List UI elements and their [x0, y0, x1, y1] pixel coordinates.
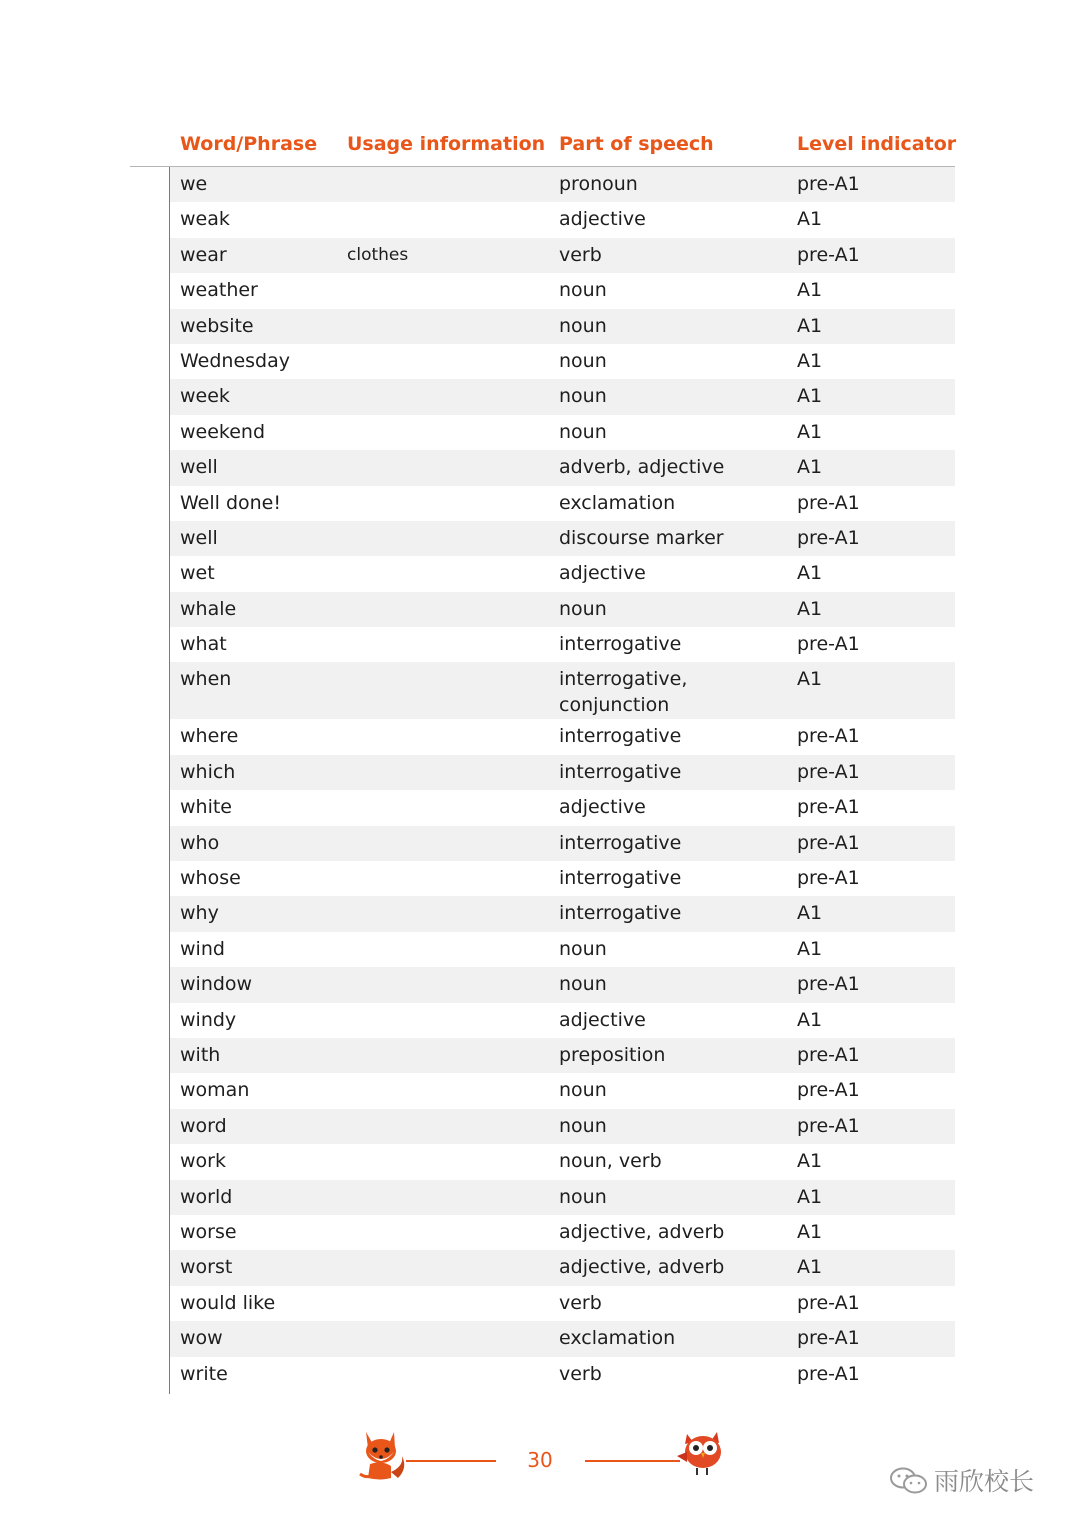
word-cell: what — [180, 633, 227, 656]
part-of-speech-cell: verb — [559, 1362, 602, 1385]
word-cell: wear — [180, 243, 227, 266]
table-row — [170, 790, 955, 825]
part-of-speech-cell: interrogative — [559, 633, 682, 656]
part-of-speech-cell: interrogative — [559, 831, 682, 854]
table-row — [170, 521, 955, 556]
word-cell: we — [180, 173, 208, 195]
word-cell: worst — [180, 1256, 233, 1279]
table-row — [170, 1073, 955, 1108]
word-cell: wet — [180, 562, 215, 585]
vocabulary-table — [170, 167, 955, 1392]
level-cell: pre-A1 — [797, 526, 860, 549]
level-cell: pre-A1 — [797, 973, 860, 996]
table-row — [170, 826, 955, 861]
level-cell: pre-A1 — [797, 633, 860, 656]
level-cell: pre-A1 — [797, 243, 860, 266]
level-cell: A1 — [797, 668, 823, 691]
word-cell: windy — [180, 1008, 237, 1031]
part-of-speech-cell: noun — [559, 1079, 607, 1102]
table-row — [170, 167, 955, 202]
table-row — [170, 309, 955, 344]
word-cell: well — [180, 456, 218, 479]
level-cell: A1 — [797, 314, 823, 337]
level-cell: pre-A1 — [797, 831, 860, 854]
level-cell: pre-A1 — [797, 491, 860, 514]
part-of-speech-cell: preposition — [559, 1043, 666, 1066]
owl-icon — [673, 1428, 729, 1478]
table-row — [170, 273, 955, 308]
table-row — [170, 379, 955, 414]
table-row — [170, 932, 955, 967]
part-of-speech-cell: noun, verb — [559, 1150, 662, 1173]
header-usage-information: Usage information — [347, 133, 546, 155]
table-row — [170, 238, 955, 273]
level-cell: pre-A1 — [797, 1291, 860, 1314]
level-cell: A1 — [797, 420, 823, 443]
word-cell: whose — [180, 867, 241, 890]
part-of-speech-cell: noun — [559, 314, 607, 337]
level-cell: A1 — [797, 349, 823, 372]
part-of-speech-cell: noun — [559, 973, 607, 996]
table-row — [170, 1250, 955, 1285]
level-cell: pre-A1 — [797, 1327, 860, 1350]
table-row — [170, 719, 955, 754]
table-row — [170, 627, 955, 662]
part-of-speech-cell: exclamation — [559, 491, 676, 514]
part-of-speech-cell: adjective — [559, 796, 646, 819]
word-cell: weekend — [180, 420, 266, 443]
part-of-speech-cell: discourse marker — [559, 526, 724, 549]
level-cell: pre-A1 — [797, 1114, 860, 1137]
part-of-speech-cell: adjective — [559, 1008, 646, 1031]
table-row — [170, 755, 955, 790]
table-row — [170, 592, 955, 627]
word-cell: where — [180, 725, 239, 748]
level-cell: pre-A1 — [797, 173, 860, 195]
part-of-speech-cell: noun — [559, 597, 607, 620]
footer-rule-left — [406, 1460, 496, 1462]
header-part-of-speech: Part of speech — [559, 133, 714, 155]
level-cell: A1 — [797, 385, 823, 408]
part-of-speech-cell: verb — [559, 1291, 602, 1314]
level-cell: pre-A1 — [797, 1043, 860, 1066]
level-cell: A1 — [797, 902, 823, 925]
word-cell: Wednesday — [180, 349, 291, 372]
table-row — [170, 662, 955, 719]
part-of-speech-cell: interrogative — [559, 760, 682, 783]
fox-icon — [358, 1428, 408, 1482]
part-of-speech-cell: interrogative — [559, 725, 682, 748]
table-row — [170, 1286, 955, 1321]
header-word-phrase: Word/Phrase — [180, 133, 318, 155]
level-cell: pre-A1 — [797, 1079, 860, 1102]
level-cell: A1 — [797, 562, 823, 585]
word-cell: word — [180, 1114, 227, 1137]
table-row — [170, 450, 955, 485]
table-row — [170, 1038, 955, 1073]
part-of-speech-cell: interrogative — [559, 902, 682, 925]
word-cell: week — [180, 385, 230, 408]
part-of-speech-cell: interrogative, conjunction — [559, 668, 688, 717]
table-row — [170, 967, 955, 1002]
word-cell: with — [180, 1043, 221, 1066]
word-cell: which — [180, 760, 236, 783]
word-cell: well — [180, 526, 218, 549]
part-of-speech-cell: noun — [559, 1185, 607, 1208]
table-row — [170, 1357, 955, 1392]
level-cell: pre-A1 — [797, 1362, 860, 1385]
part-of-speech-cell: exclamation — [559, 1327, 676, 1350]
header-level-indicator: Level indicator — [797, 133, 957, 155]
word-cell: woman — [180, 1079, 250, 1102]
level-cell: pre-A1 — [797, 725, 860, 748]
level-cell: pre-A1 — [797, 760, 860, 783]
word-cell: weather — [180, 279, 258, 302]
wechat-icon — [889, 1466, 929, 1496]
table-row — [170, 1215, 955, 1250]
part-of-speech-cell: interrogative — [559, 867, 682, 890]
word-cell: window — [180, 973, 253, 996]
word-cell: whale — [180, 597, 237, 620]
word-cell: Well done! — [180, 491, 281, 514]
table-row — [170, 896, 955, 931]
table-row — [170, 486, 955, 521]
part-of-speech-cell: noun — [559, 420, 607, 443]
part-of-speech-cell: noun — [559, 385, 607, 408]
level-cell: A1 — [797, 456, 823, 479]
level-cell: A1 — [797, 1150, 823, 1173]
word-cell: website — [180, 314, 254, 337]
part-of-speech-cell: noun — [559, 937, 607, 960]
word-cell: wow — [180, 1327, 223, 1350]
word-cell: wind — [180, 937, 225, 960]
level-cell: A1 — [797, 937, 823, 960]
word-cell: why — [180, 902, 219, 925]
table-row — [170, 1321, 955, 1356]
part-of-speech-cell: adjective, adverb — [559, 1220, 725, 1243]
word-cell: work — [180, 1150, 226, 1173]
word-cell: world — [180, 1185, 233, 1208]
word-cell: when — [180, 668, 232, 691]
level-cell: pre-A1 — [797, 867, 860, 890]
table-row — [170, 415, 955, 450]
page-number: 30 — [527, 1448, 553, 1472]
part-of-speech-cell: adjective, adverb — [559, 1256, 725, 1279]
word-cell: weak — [180, 208, 230, 231]
level-cell: pre-A1 — [797, 796, 860, 819]
part-of-speech-cell: verb — [559, 243, 602, 266]
word-cell: who — [180, 831, 220, 854]
footer-rule-right — [585, 1460, 680, 1462]
level-cell: A1 — [797, 1256, 823, 1279]
level-cell: A1 — [797, 1185, 823, 1208]
word-cell: would like — [180, 1291, 276, 1314]
word-cell: white — [180, 796, 232, 819]
part-of-speech-cell: adverb, adjective — [559, 456, 725, 479]
part-of-speech-cell: adjective — [559, 562, 646, 585]
level-cell: A1 — [797, 1008, 823, 1031]
part-of-speech-cell: noun — [559, 349, 607, 372]
part-of-speech-cell: noun — [559, 279, 607, 302]
usage-cell: clothes — [347, 244, 409, 265]
part-of-speech-cell: adjective — [559, 208, 646, 231]
watermark: 雨欣校长 — [934, 1467, 1035, 1496]
part-of-speech-cell: pronoun — [559, 173, 638, 195]
level-cell: A1 — [797, 597, 823, 620]
table-row — [170, 1144, 955, 1179]
level-cell: A1 — [797, 208, 823, 231]
level-cell: A1 — [797, 1220, 823, 1243]
table-row — [170, 1180, 955, 1215]
word-cell: write — [180, 1362, 228, 1385]
table-row — [170, 344, 955, 379]
level-cell: A1 — [797, 279, 823, 302]
table-row — [170, 1109, 955, 1144]
table-row — [170, 202, 955, 237]
table-row — [170, 556, 955, 591]
table-row — [170, 861, 955, 896]
table-row — [170, 1003, 955, 1038]
word-cell: worse — [180, 1220, 237, 1243]
part-of-speech-cell: noun — [559, 1114, 607, 1137]
